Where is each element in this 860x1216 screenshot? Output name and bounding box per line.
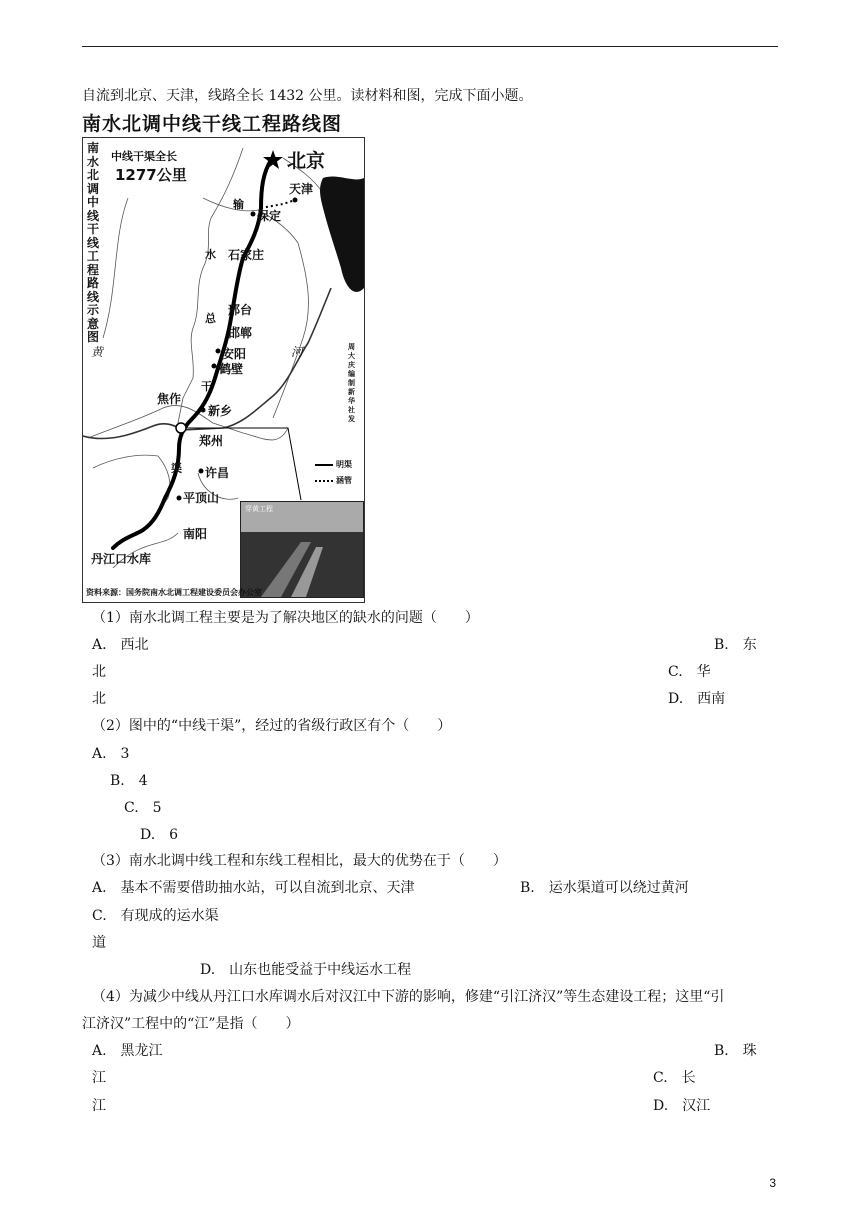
city-dot-pingdingshan (177, 496, 182, 501)
city-dot-baoding (251, 212, 256, 217)
city-nanyang: 南阳 (183, 527, 208, 541)
q3-option-b: B. 运水渠道可以绕过黄河 (520, 880, 689, 896)
q3-option-d: D. 山东也能受益于中线运水工程 (200, 962, 412, 978)
legend-open-canal: 明渠 (336, 460, 352, 469)
q1-option-b-cont: 北 (92, 664, 106, 680)
q4-option-b: B. 珠 (714, 1043, 757, 1059)
city-dot-xinxiang (201, 408, 206, 413)
q4-option-c: C. 长 (653, 1070, 696, 1086)
canal-char-1: 输 (233, 198, 244, 211)
q1-option-c-cont: 北 (92, 691, 106, 707)
length-line2: 1277公里 (115, 166, 187, 184)
q4-option-b-cont: 江 (92, 1070, 106, 1086)
map-source: 资料来源：国务院南水北调工程建设委员会办公室 (86, 588, 262, 597)
city-dot-hebi (212, 364, 217, 369)
city-xingtai: 邢台 (228, 303, 253, 317)
city-shijiazhuang: 石家庄 (228, 248, 265, 262)
q2-stem: （2）图中的“中线干渠”，经过的省级行政区有个（ ） (92, 718, 452, 734)
q4-stem-line1: （4）为减少中线从丹江口水库调水后对汉江中下游的影响，修建“引江济汉”等生态建设工程；这里“引 (92, 989, 725, 1005)
city-xuchang: 许昌 (205, 466, 230, 480)
q1-option-d: D. 西南 (668, 691, 726, 707)
city-zhengzhou: 郑州 (199, 434, 224, 448)
map-title: 南水北调中线干线工程路线图 (82, 113, 343, 135)
river-char-1: 黄 (91, 345, 104, 359)
city-dot-anyang (216, 349, 221, 354)
intro-text: 自流到北京、天津，线路全长 1432 公里。读材料和图，完成下面小题。 (82, 88, 533, 104)
page-number: 3 (769, 1176, 776, 1190)
city-hebi: 鹤壁 (219, 362, 244, 376)
photo-caption: 穿黄工程 (245, 505, 273, 513)
canal-char-3: 总 (205, 312, 216, 325)
city-anyang: 安阳 (222, 347, 247, 361)
q3-option-c: C. 有现成的运水渠 (92, 908, 219, 924)
q4-option-d: D. 汉江 (653, 1098, 711, 1114)
length-line1: 中线干渠全长 (111, 150, 177, 163)
q3-option-a: A. 基本不需要借助抽水站，可以自流到北京、天津 (92, 880, 415, 896)
q1-option-a: A. 西北 (92, 637, 149, 653)
city-baoding: 保定 (257, 209, 282, 223)
city-handan: 邯郸 (228, 326, 253, 340)
q3-option-c-cont: 道 (92, 935, 106, 951)
q2-option-b: B. 4 (110, 773, 148, 789)
q1-stem: （1）南水北调工程主要是为了解决地区的缺水的问题（ ） (92, 610, 479, 626)
q2-option-a: A. 3 (92, 746, 130, 762)
map-credit: 周大庆编制 新华社发 (348, 343, 355, 423)
city-pingdingshan: 平顶山 (183, 491, 220, 505)
header-rule (82, 46, 778, 47)
legend-pipe: 涵管 (336, 476, 352, 485)
q2-option-c: C. 5 (124, 800, 162, 816)
city-danjiangkou: 丹江口水库 (91, 552, 152, 566)
bohai-sea (320, 177, 364, 292)
canal-char-5: 渠 (171, 462, 182, 475)
q1-option-b: B. 东 (714, 637, 757, 653)
city-dot-xuchang (199, 469, 204, 474)
canal-char-2: 水 (205, 248, 216, 261)
map-side-title: 南水北调中线干线工程路线示意图 (87, 141, 100, 344)
city-dot-tianjin (293, 198, 298, 203)
river-char-2: 河 (291, 345, 304, 359)
city-tianjin: 天津 (289, 182, 314, 196)
tunnel-photo (240, 501, 364, 598)
q4-option-a: A. 黑龙江 (92, 1043, 163, 1059)
canal-char-4: 干 (201, 380, 212, 393)
q3-stem: （3）南水北调中线工程和东线工程相比，最大的优势在于（ ） (92, 853, 507, 869)
q1-option-c: C. 华 (668, 664, 711, 680)
route-map (82, 137, 365, 603)
city-beijing: 北京 (287, 150, 326, 172)
q4-stem-line2: 江济汉”工程中的“江”是指（ ） (82, 1016, 300, 1032)
river-crossing-marker (176, 423, 186, 433)
q2-option-d: D. 6 (140, 827, 179, 843)
city-jiaozuo: 焦作 (157, 392, 182, 406)
q4-option-c-cont: 江 (92, 1098, 106, 1114)
city-xinxiang: 新乡 (208, 404, 233, 418)
